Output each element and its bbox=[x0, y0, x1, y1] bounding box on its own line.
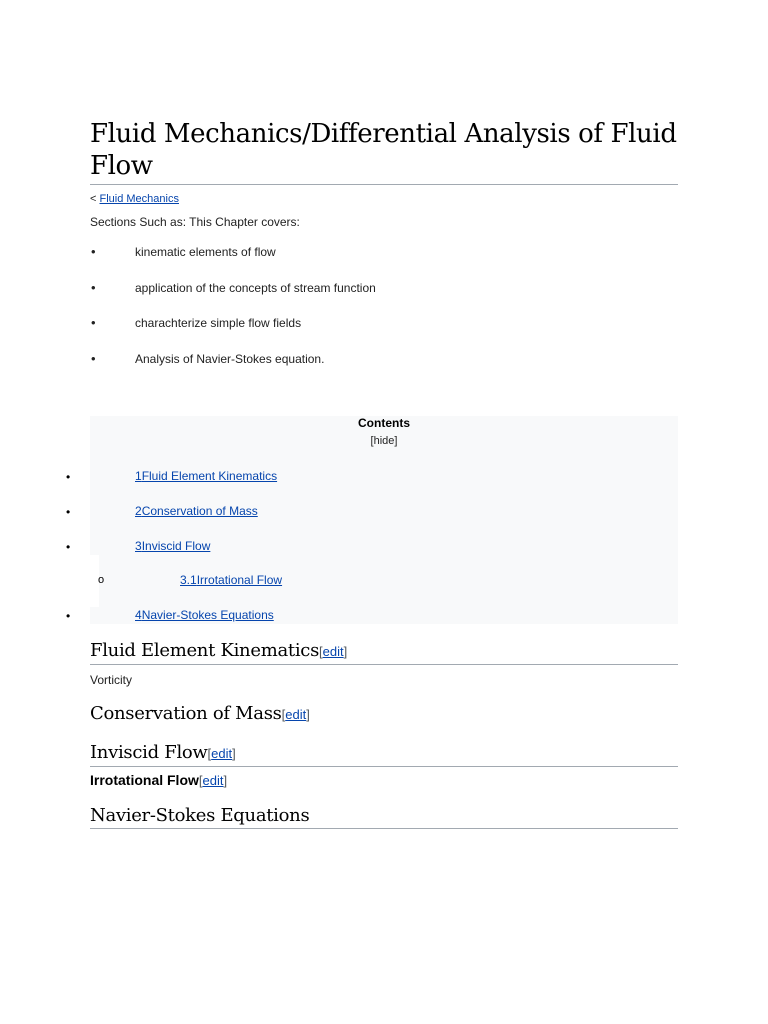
toc-hide-toggle bbox=[90, 435, 678, 447]
toc-item-irrotational-flow[interactable]: 3.1Irrotational Flow bbox=[180, 573, 283, 587]
bullet-icon: • bbox=[91, 350, 96, 366]
section-heading: Inviscid Flow[edit] bbox=[90, 741, 678, 767]
bullet-icon: • bbox=[66, 540, 71, 554]
bullet-icon: • bbox=[66, 470, 71, 484]
section-fluid-element-kinematics bbox=[90, 639, 678, 687]
section-heading: Conservation of Mass[edit] bbox=[90, 703, 310, 724]
section-inviscid-flow bbox=[90, 741, 678, 790]
section-heading: Fluid Element Kinematics[edit] bbox=[90, 639, 678, 665]
breadcrumb bbox=[90, 193, 678, 205]
chapter-topics-list bbox=[90, 245, 678, 367]
subsection-heading-irrotational-flow: Irrotational Flow[edit] bbox=[90, 772, 228, 788]
section-heading: Navier-Stokes Equations bbox=[90, 804, 678, 829]
breadcrumb-prefix: < bbox=[90, 193, 97, 205]
list-item: • charachterize simple flow fields bbox=[91, 315, 302, 330]
bullet-icon: • bbox=[66, 505, 71, 519]
edit-section-link[interactable]: [edit] bbox=[198, 773, 228, 788]
toc-item-inviscid-flow[interactable]: 3Inviscid Flow bbox=[135, 539, 211, 553]
intro-text: Sections Such as: This Chapter covers: bbox=[90, 215, 300, 229]
section-navier-stokes-equations bbox=[90, 804, 678, 829]
edit-section-link[interactable]: [edit] bbox=[207, 746, 236, 761]
page-title: Fluid Mechanics/Differential Analysis of Fluid Flow bbox=[90, 118, 678, 185]
hollow-bullet-icon: o bbox=[98, 574, 105, 586]
bullet-icon: • bbox=[91, 279, 96, 295]
toc-item-navier-stokes-equations[interactable]: 4Navier-Stokes Equations bbox=[135, 608, 274, 622]
article bbox=[90, 118, 678, 387]
list-item: • Analysis of Navier-Stokes equation. bbox=[91, 350, 325, 366]
toc-title: Contents bbox=[358, 416, 410, 430]
section-conservation-of-mass bbox=[90, 702, 678, 727]
edit-section-link[interactable]: [edit] bbox=[281, 707, 310, 722]
bullet-icon: • bbox=[91, 244, 96, 259]
section-body-text: Vorticity bbox=[90, 673, 133, 687]
toc-item-fluid-element-kinematics[interactable]: 1Fluid Element Kinematics bbox=[135, 469, 278, 483]
list-item: • kinematic elements of flow bbox=[91, 244, 276, 259]
toc-hide-link[interactable]: [hide] bbox=[370, 435, 398, 447]
list-item: • application of the concepts of stream function bbox=[91, 279, 376, 295]
bullet-icon: • bbox=[91, 315, 96, 330]
bullet-icon: • bbox=[66, 609, 71, 623]
edit-section-link[interactable]: [edit] bbox=[319, 644, 348, 659]
breadcrumb-link-fluid-mechanics[interactable]: Fluid Mechanics bbox=[99, 193, 179, 205]
toc-item-conservation-of-mass[interactable]: 2Conservation of Mass bbox=[135, 504, 258, 518]
table-of-contents bbox=[90, 416, 678, 624]
